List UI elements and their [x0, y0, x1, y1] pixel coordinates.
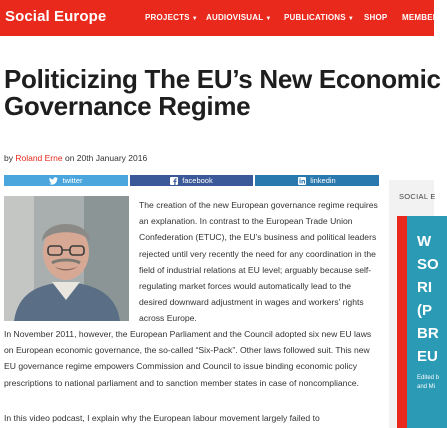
promo-title-line: (P — [417, 302, 432, 319]
share-twitter-label: twitter — [62, 176, 83, 185]
share-twitter-button[interactable] — [4, 175, 128, 186]
promo-title-line: BR — [417, 325, 439, 342]
author-photo — [4, 196, 129, 321]
nav-projects-label: PROJECTS — [145, 13, 190, 22]
sidebar-promo-banner[interactable] — [397, 216, 440, 428]
promo-editors-line: Edited b — [417, 375, 440, 381]
byline-prefix: by — [4, 153, 16, 163]
author-link[interactable]: Roland Erne — [15, 153, 63, 163]
article-title: Politicizing The EU’s New Economic Governance Regime — [4, 64, 441, 121]
nav-publications-label: PUBLICATIONS — [284, 13, 346, 22]
promo-title-line: RI — [417, 279, 432, 296]
nav-projects[interactable] — [145, 13, 198, 22]
nav-publications[interactable] — [284, 13, 354, 22]
promo-title — [417, 230, 439, 368]
promo-editors — [417, 374, 439, 392]
article-paragraph: The creation of the new European governance regime requires an explanation. In contrast to the European Trade Union Confederation (ETUC), the EU’s business and political leaders rejected until very recently the need for any coordination in the field of industrial relations at EU level; arguably because self-regulating market forces would automatically lead to the desired downward adjustment in wages and workers’ rights across Europe. — [139, 200, 378, 324]
chevron-down-icon: ▼ — [265, 16, 272, 22]
top-navigation-bar — [0, 0, 439, 36]
share-linkedin-label: linkedin — [310, 176, 336, 185]
nav-audiovisual-label: AUDIOVISUAL — [206, 13, 264, 22]
site-logo[interactable]: Social Europe — [5, 8, 107, 25]
share-linkedin-button[interactable] — [255, 175, 379, 186]
sidebar-heading: SOCIAL E — [399, 192, 436, 201]
article-paragraph: In this video podcast, I explain why the European labour movement largely failed to — [4, 413, 320, 423]
right-sidebar — [389, 180, 440, 428]
nav-member-label: MEMBER — [402, 13, 439, 22]
promo-title-line: W — [417, 233, 432, 250]
linkedin-icon — [298, 177, 306, 185]
share-facebook-label: facebook — [182, 176, 213, 185]
facebook-icon — [170, 177, 178, 185]
chevron-down-icon: ▼ — [347, 16, 354, 22]
chevron-down-icon: ▼ — [191, 16, 198, 22]
promo-editors-line: and Mi — [417, 384, 436, 390]
nav-audiovisual[interactable] — [206, 13, 271, 22]
article-byline — [4, 153, 147, 163]
promo-title-line: SO — [417, 256, 439, 273]
nav-member[interactable] — [402, 13, 439, 22]
article-paragraph: In November 2011, however, the European Parliament and the Council adopted six new EU laws on European economic governance, the so-called “Six-Pack”. Other laws followed suit. This new EU governance regime empowers Commission and Council to issue binding economic policy prescriptions to national parliament and to sanction member states in case of noncompliance. — [4, 329, 372, 388]
nav-shop[interactable] — [364, 13, 387, 22]
nav-shop-label: SHOP — [364, 13, 388, 22]
byline-date: on 20th January 2016 — [62, 153, 148, 163]
twitter-icon — [49, 177, 58, 185]
promo-title-line: EU — [417, 348, 438, 365]
share-facebook-button[interactable] — [130, 175, 253, 186]
